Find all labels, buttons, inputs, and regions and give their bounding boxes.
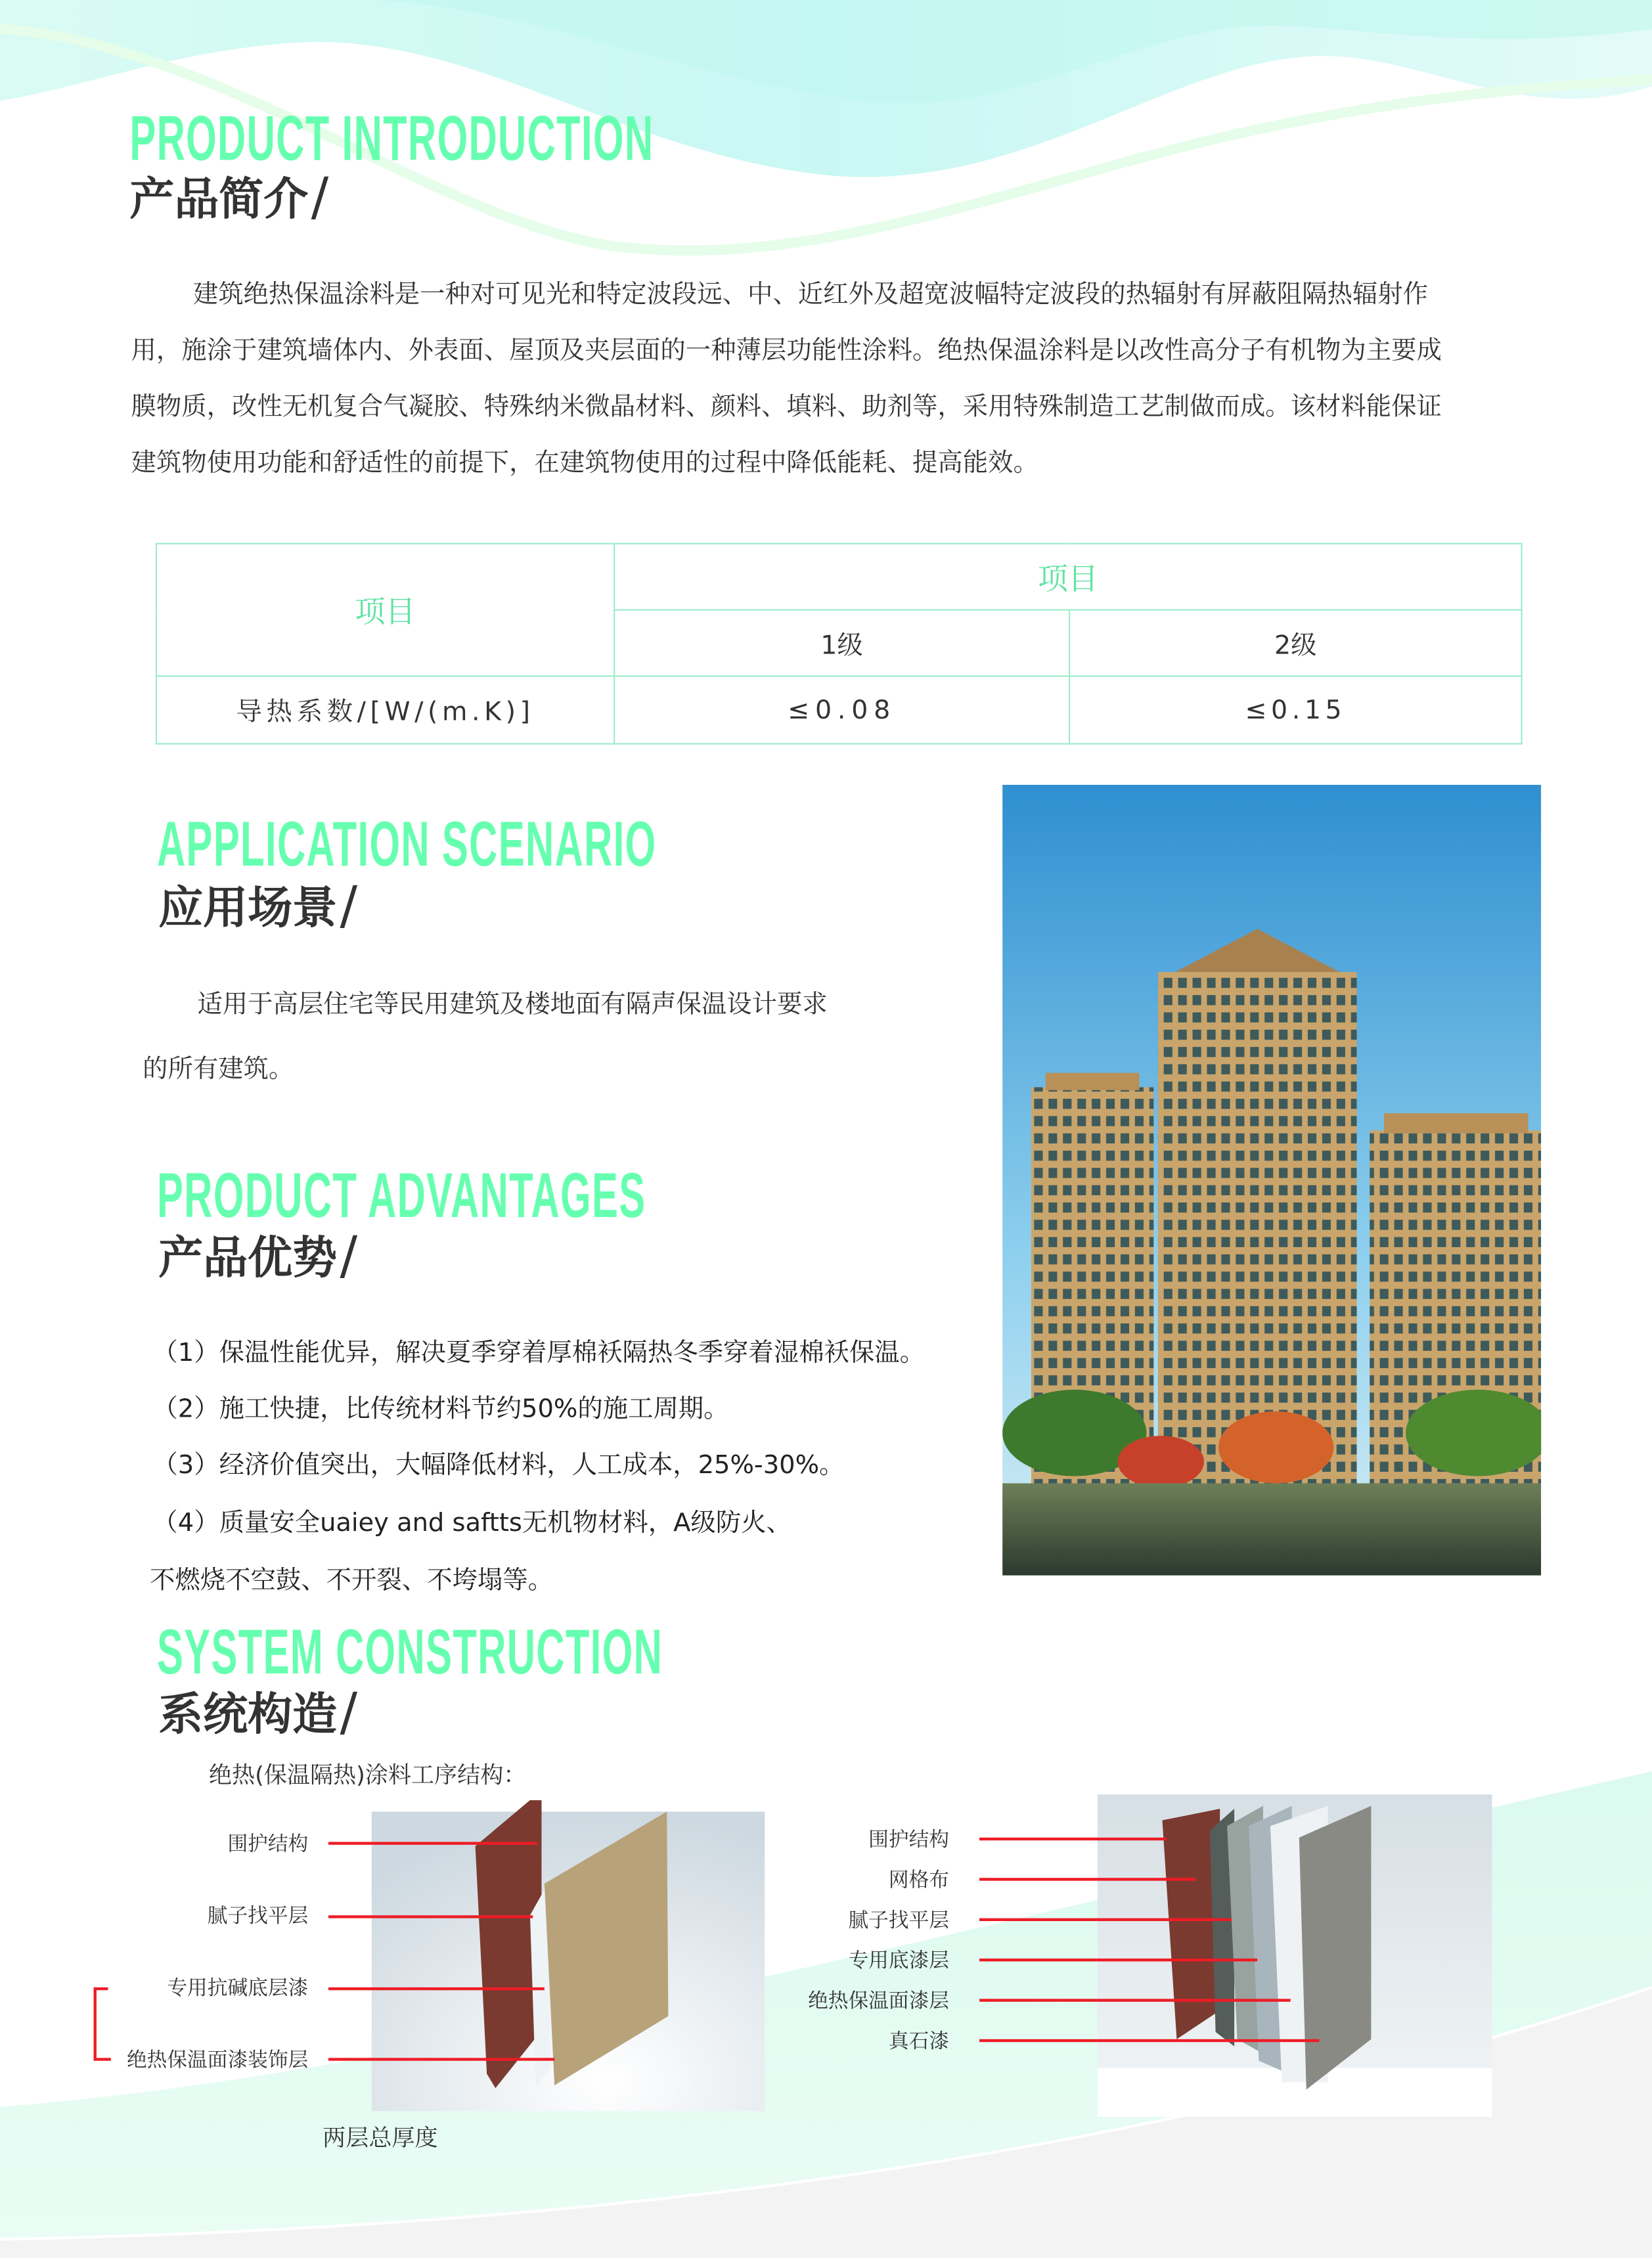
intro-paragraph-line: 建筑绝热保温涂料是一种对可见光和特定波段远、中、近红外及超宽波幅特定波段的热辐射有屏蔽阻隔热辐射作 [192,280,1429,310]
left-label: 绝热保温面漆装饰层 [126,2049,309,2073]
leader-line [979,2039,1319,2041]
right-label: 绝热保温面漆层 [808,1990,949,2014]
right-label: 真石漆 [888,2030,949,2054]
construction-title-en: SYSTEM CONSTRUCTION [157,1617,663,1688]
construction-subtitle: 绝热(保温隔热)涂料工序结构： [208,1761,527,1789]
advantage-item: （4）质量安全uaiey and saftts无机物材料，A级防火、 [152,1509,792,1538]
advantages-title-cn [158,1227,358,1287]
right-label: 围护结构 [868,1828,949,1852]
leader-line [979,1959,1257,1960]
application-title-en: APPLICATION SCENARIO [157,809,657,880]
construction-title-cn [158,1683,358,1743]
table-group-header: 项目 [614,544,1521,610]
left-label: 围护结构 [227,1833,309,1857]
leader-line [979,1838,1167,1840]
application-line: 适用于高层住宅等民用建筑及楼地面有隔声保温设计要求 [197,990,828,1020]
left-label: 腻子找平层 [207,1905,309,1928]
advantage-item: （2）施工快捷，比传统材料节约50%的施工周期。 [152,1395,729,1425]
two-layer-diagram [372,1800,765,2112]
leader-line [328,1915,533,1917]
table-row [156,676,1522,743]
spec-table [156,543,1523,745]
title-slash: / [311,168,329,228]
construction-title-cn-text: 系统构造 [158,1689,338,1741]
right-label: 腻子找平层 [848,1909,949,1933]
right-label: 专用底漆层 [848,1949,949,1973]
leader-line [979,1878,1195,1880]
table-cell-name: 导热系数/[W/(m.K)] [156,676,614,743]
building-photo [1002,785,1541,1576]
intro-paragraph-line: 建筑物使用功能和舒适性的前提下，在建筑物使用的过程中降低能耗、提高能效。 [131,449,1038,478]
bracket-line [94,1987,96,2060]
title-slash: / [340,1227,358,1287]
table-row-header: 项目 [156,544,614,676]
intro-title-en: PRODUCT INTRODUCTION [129,103,654,175]
table-grade-2: 2级 [1069,610,1521,676]
application-title-cn [158,877,358,937]
intro-paragraph-line: 用，施涂于建筑墙体内、外表面、屋顶及夹层面的一种薄层功能性涂料。绝热保温涂料是以改性高分子有机物为主要成 [131,337,1442,366]
multi-layer-diagram [1098,1794,1492,2117]
advantage-item: 不燃烧不空鼓、不开裂、不垮塌等。 [150,1566,553,1596]
advantages-title-en: PRODUCT ADVANTAGES [157,1161,646,1231]
leader-line [328,1842,537,1844]
leader-line [328,2058,554,2060]
intro-paragraph-line: 膜物质，改性无机复合气凝胶、特殊纳米微晶材料、颜料、填料、助剂等，采用特殊制造工艺制做而成。该材料能保证 [131,393,1442,422]
intro-title-cn-text: 产品简介 [129,174,309,227]
leader-line [979,1999,1291,2001]
advantage-item: （3）经济价值突出，大幅降低材料，人工成本，25%-30%。 [152,1451,845,1481]
table-grade-1: 1级 [614,610,1069,676]
left-label: 专用抗碱底层漆 [167,1977,309,2001]
table-cell-value: ≤0.08 [614,676,1069,743]
bracket-line [94,1987,108,1989]
intro-title-cn [129,168,329,228]
title-slash: / [340,877,358,937]
application-line: 的所有建筑。 [143,1055,294,1085]
advantage-item: （1）保温性能优异，解决夏季穿着厚棉袄隔热冬季穿着湿棉袄保温。 [152,1339,926,1369]
title-slash: / [340,1683,358,1743]
leader-line [328,1987,545,1989]
bracket-line [94,2058,111,2060]
application-title-cn-text: 应用场景 [158,883,338,935]
left-diagram-caption: 两层总厚度 [323,2124,438,2152]
advantages-title-cn-text: 产品优势 [158,1232,338,1285]
leader-line [979,1918,1232,1920]
right-label: 网格布 [888,1869,949,1893]
table-cell-value: ≤0.15 [1069,676,1521,743]
